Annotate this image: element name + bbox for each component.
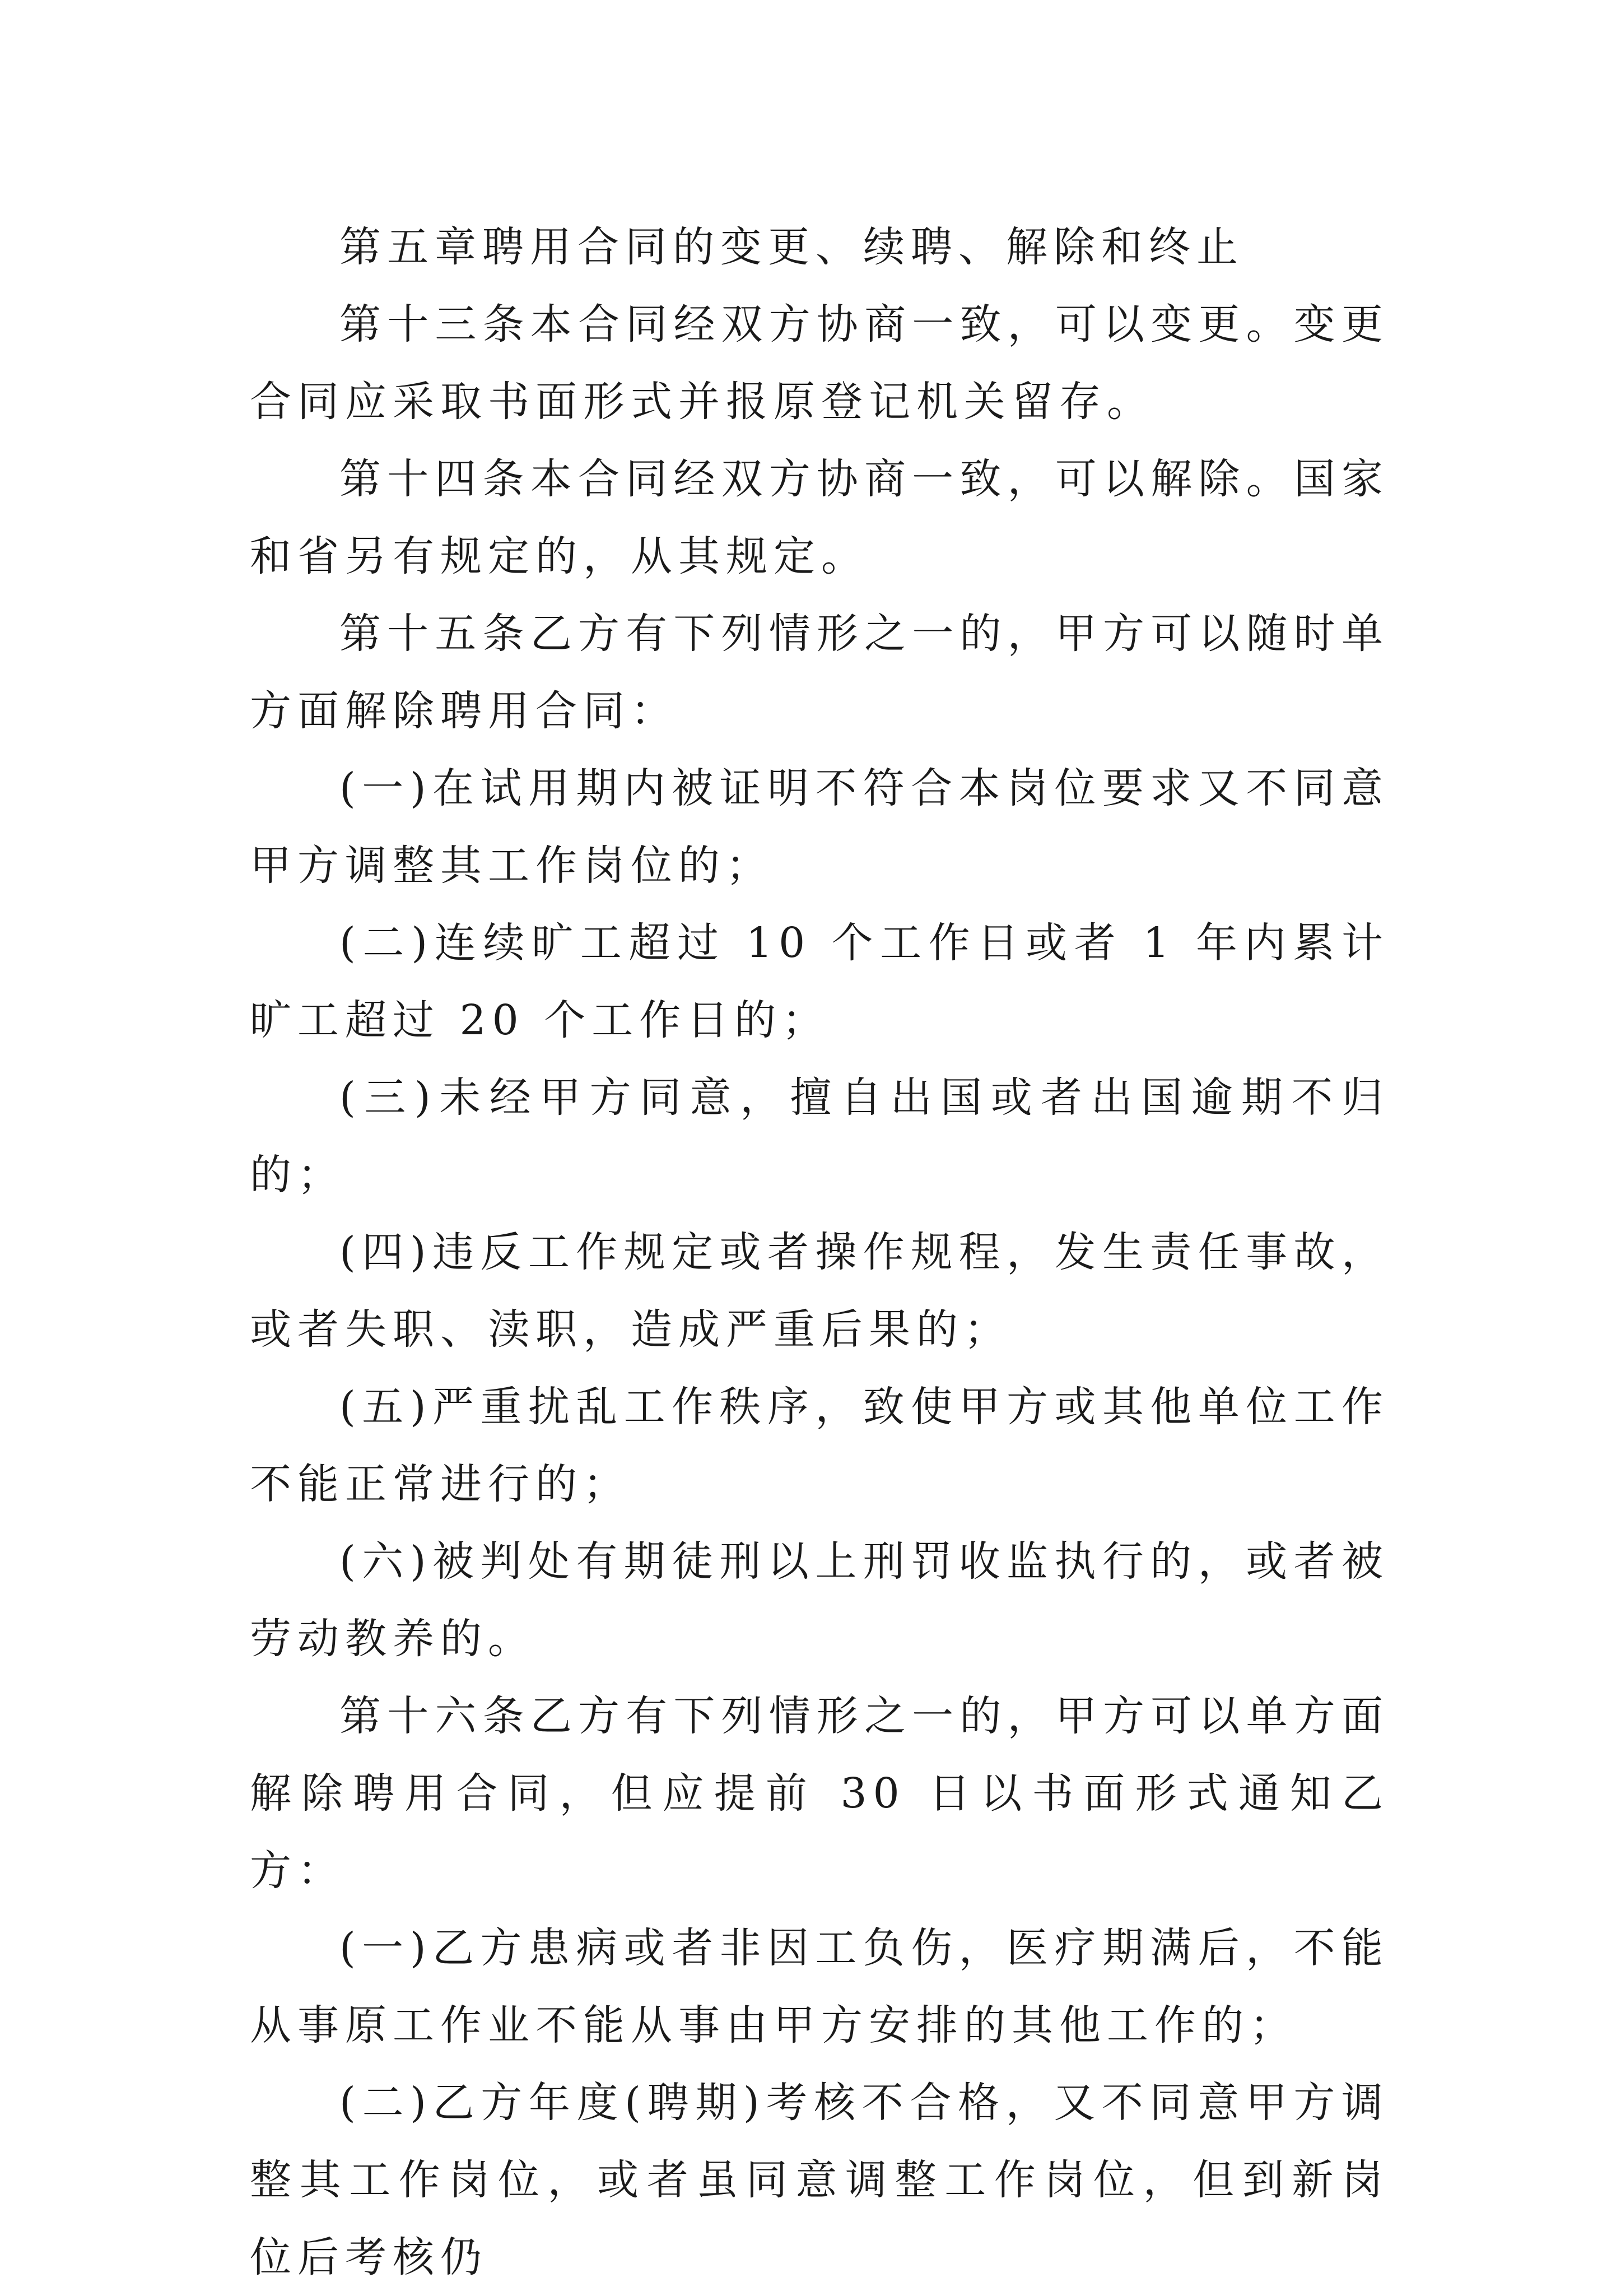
article-13: 第十三条本合同经双方协商一致，可以变更。变更合同应采取书面形式并报原登记机关留存。 [250, 300, 1389, 426]
article-15-item-5: (五)严重扰乱工作秩序，致使甲方或其他单位工作不能正常进行的； [250, 1383, 1389, 1508]
article-16: 第十六条乙方有下列情形之一的，甲方可以单方面解除聘用合同，但应提前 30 日以书面形式通知乙方： [250, 1692, 1389, 1895]
article-15-item-6: (六)被判处有期徒刑以上刑罚收监执行的，或者被劳动教养的。 [250, 1537, 1389, 1663]
article-15: 第十五条乙方有下列情形之一的，甲方可以随时单方面解除聘用合同： [250, 610, 1389, 735]
document-page [250, 208, 1389, 2296]
article-14: 第十四条本合同经双方协商一致，可以解除。国家和省另有规定的，从其规定。 [250, 455, 1389, 580]
article-16-item-1: (一)乙方患病或者非因工负伤，医疗期满后，不能从事原工作业不能从事由甲方安排的其他工作的； [250, 1924, 1389, 2049]
article-16-item-2: (二)乙方年度(聘期)考核不合格，又不同意甲方调整其工作岗位，或者虽同意调整工作岗位，但到新岗位后考核仍 [250, 2079, 1389, 2281]
article-15-item-3: (三)未经甲方同意，擅自出国或者出国逾期不归的； [250, 1073, 1389, 1199]
chapter-heading: 第五章聘用合同的变更、续聘、解除和终止 [339, 223, 1244, 271]
article-15-item-4: (四)违反工作规定或者操作规程，发生责任事故，或者失职、渎职，造成严重后果的； [250, 1228, 1389, 1354]
article-15-item-2: (二)连续旷工超过 10 个工作日或者 1 年内累计旷工超过 20 个工作日的； [250, 919, 1389, 1044]
article-15-item-1: (一)在试用期内被证明不符合本岗位要求又不同意甲方调整其工作岗位的； [250, 764, 1389, 890]
